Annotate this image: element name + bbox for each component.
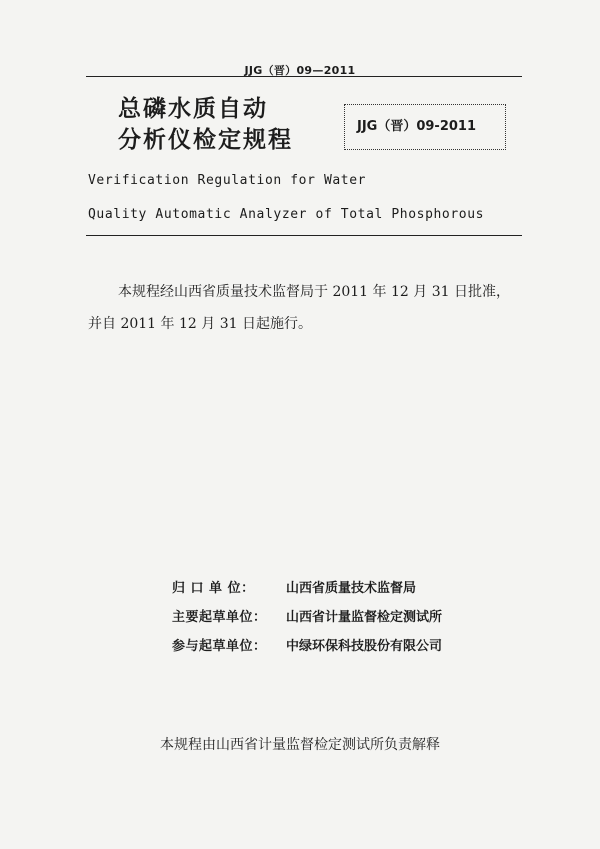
unit-row-participating-drafter	[172, 630, 512, 659]
unit-row-responsible	[172, 572, 512, 601]
header-standard-code: JJG（晋）09—2011	[244, 64, 356, 77]
chinese-title-line-1: 总磷水质自动	[118, 96, 268, 122]
unit-value: 山西省质量技术监督局	[286, 581, 417, 596]
drafting-units	[172, 572, 512, 659]
english-title-line-2: Quality Automatic Analyzer of Total Phosphorous	[88, 207, 485, 222]
standard-code-box: JJG（晋）09-2011	[344, 104, 506, 150]
chinese-title	[118, 94, 293, 156]
unit-value: 山西省计量监督检定测试所	[286, 610, 443, 625]
english-title-line-1: Verification Regulation for Water	[88, 173, 367, 188]
approval-statement: 本规程经山西省质量技术监督局于 2011 年 12 月 31 日批准，并自 2011 年 12 月 31 日起施行。	[88, 284, 510, 332]
unit-row-main-drafter	[172, 601, 512, 630]
chinese-title-line-2: 分析仪检定规程	[118, 127, 293, 153]
unit-label: 主要起草单位：	[172, 610, 267, 625]
unit-value: 中绿环保科技股份有限公司	[286, 639, 443, 654]
unit-label: 归 口 单 位：	[172, 581, 255, 596]
unit-label: 参与起草单位：	[172, 639, 267, 654]
english-title	[88, 164, 528, 232]
top-divider	[86, 76, 522, 77]
interpretation-note: 本规程由山西省计量监督检定测试所负责解释	[160, 737, 440, 753]
title-divider	[86, 235, 522, 236]
